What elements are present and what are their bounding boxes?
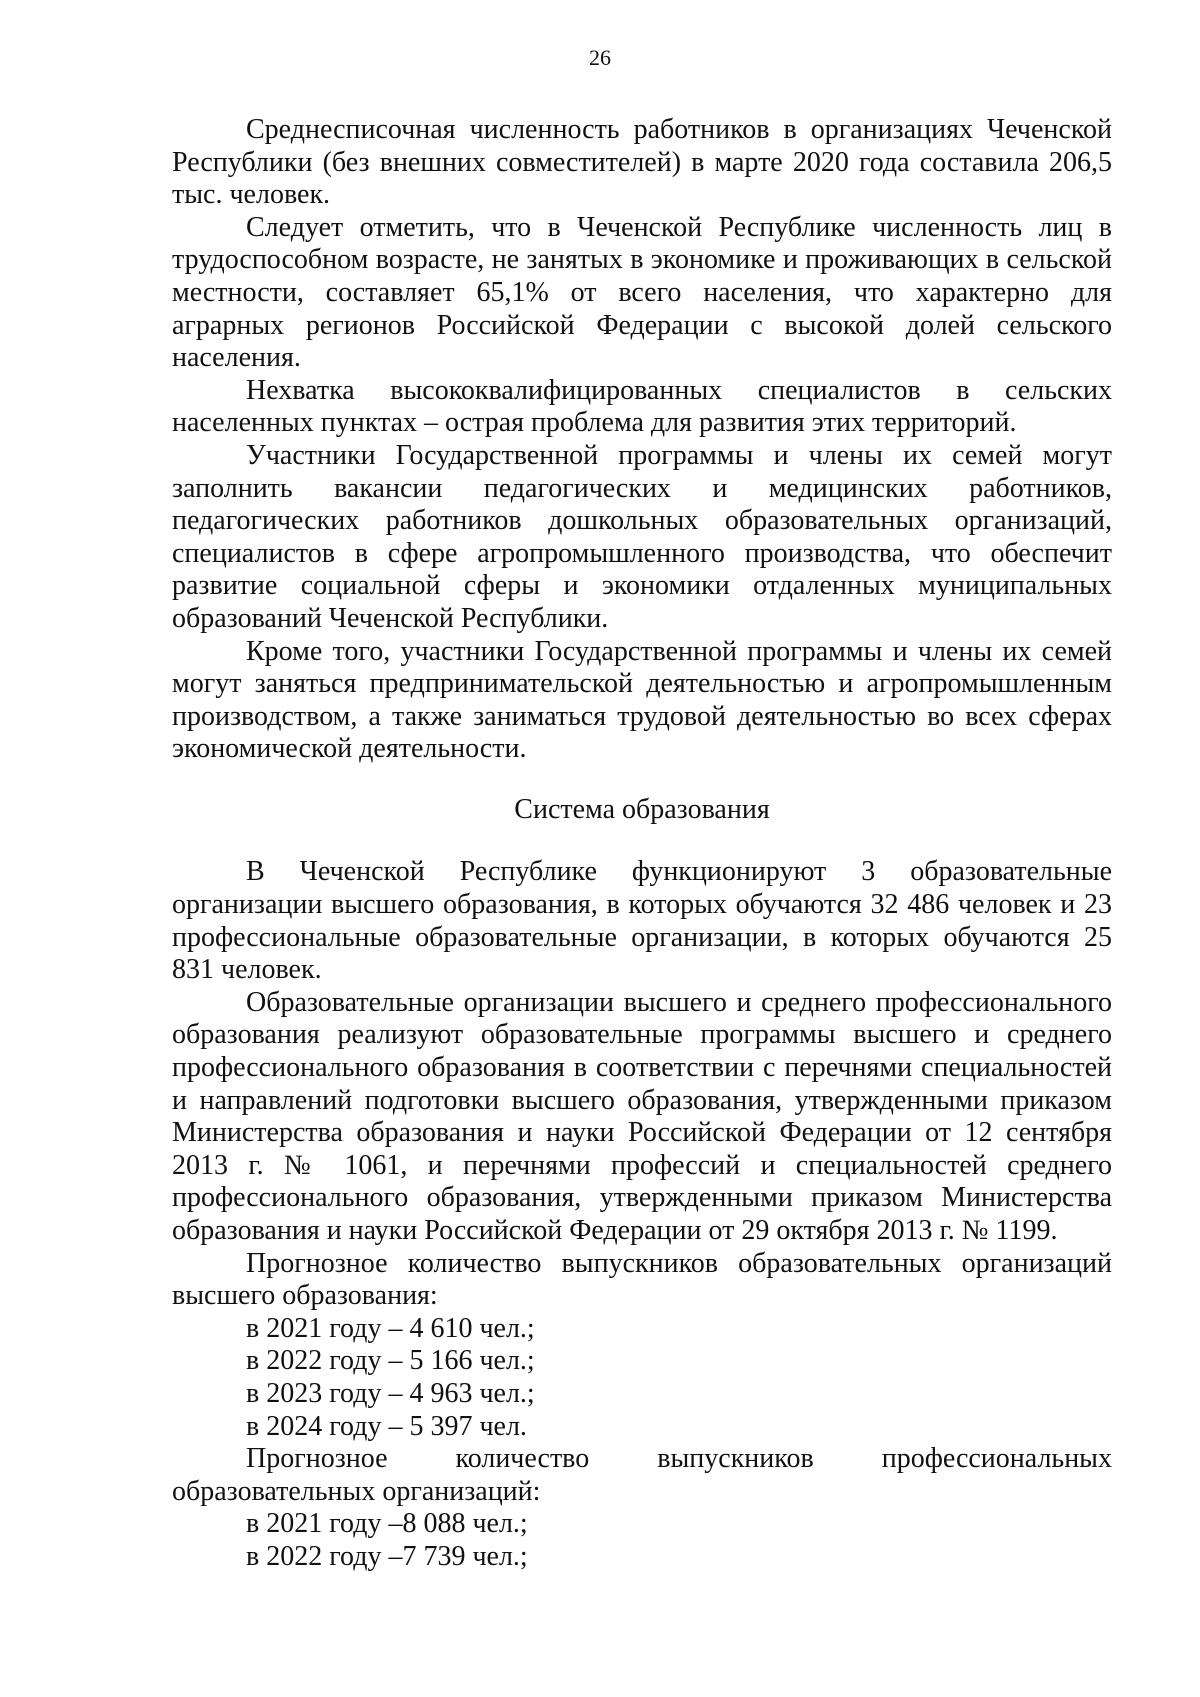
paragraph-education-programs: Образовательные организации высшего и среднего профессионального образования реализуют образовательные программы высшего и среднего профессионального образования в соответствии с перечнями специальностей и направлений подготовки высшего образования, утвержденными приказом Министерства образования и науки Российской Федерации от 12 сентября 2013 г. № 1061, и перечнями профессий и специальностей среднего профессионального образования, утвержденными приказом Министерства образования и науки Российской Федерации от 29 октября 2013 г. № 1199. [172, 986, 1112, 1246]
list-item: в 2023 году – 4 963 чел.; [246, 1377, 535, 1409]
document-body [172, 114, 1112, 1574]
forecast-professional-intro: Прогнозное количество выпускников профессиональных образовательных организаций: [172, 1443, 1112, 1507]
paragraph-program-participants: Участники Государственной программы и члены их семей могут заполнить вакансии педагогических и медицинских работников, педагогических работников дошкольных образовательных организаций, специалистов в сфере агропромышленного производства, что обеспечит развитие социальной сферы и экономики отдаленных муниципальных образований Чеченской Республики. [172, 439, 1112, 634]
forecast-higher-intro: Прогнозное количество выпускников образовательных организаций высшего образования: [172, 1247, 1112, 1312]
paragraph-specialists-shortage: Нехватка высококвалифицированных специалистов в сельских населенных пунктах – острая проблема для развития этих территорий. [172, 374, 1112, 439]
section-heading: Система образования [514, 793, 770, 825]
forecast-professional-list [172, 1508, 1112, 1573]
list-item: в 2021 году – 4 610 чел.; [246, 1312, 535, 1344]
list-item: в 2021 году –8 088 чел.; [246, 1508, 528, 1540]
paragraph-entrepreneurship: Кроме того, участники Государственной программы и члены их семей могут заняться предпринимательской деятельностью и агропромышленным производством, а также заниматься трудовой деятельностью во всех сферах экономической деятельности. [172, 635, 1112, 765]
list-item: в 2022 году –7 739 чел.; [246, 1540, 528, 1572]
list-item: в 2022 году – 5 166 чел.; [246, 1345, 535, 1377]
page-number: 26 [589, 45, 611, 70]
list-item: в 2024 году – 5 397 чел. [246, 1410, 527, 1442]
paragraph-rural-population: Следует отметить, что в Чеченской Республике численность лиц в трудоспособном возрасте, не занятых в экономике и проживающих в сельской местности, составляет 65,1% от всего населения, что характерно для аграрных регионов Российской Федерации с высокой долей сельского населения. [172, 211, 1112, 374]
paragraph-employees: Среднесписочная численность работников в организациях Чеченской Республики (без внешних совместителей) в марте 2020 года составила 206,5 тыс. человек. [172, 114, 1112, 211]
paragraph-education-organizations: В Чеченской Республике функционируют 3 образовательные организации высшего образования, в которых обучаются 32 486 человек и 23 профессиональные образовательные организации, в которых обучаются 25 831 человек. [172, 856, 1112, 986]
forecast-higher-list [172, 1313, 1112, 1443]
